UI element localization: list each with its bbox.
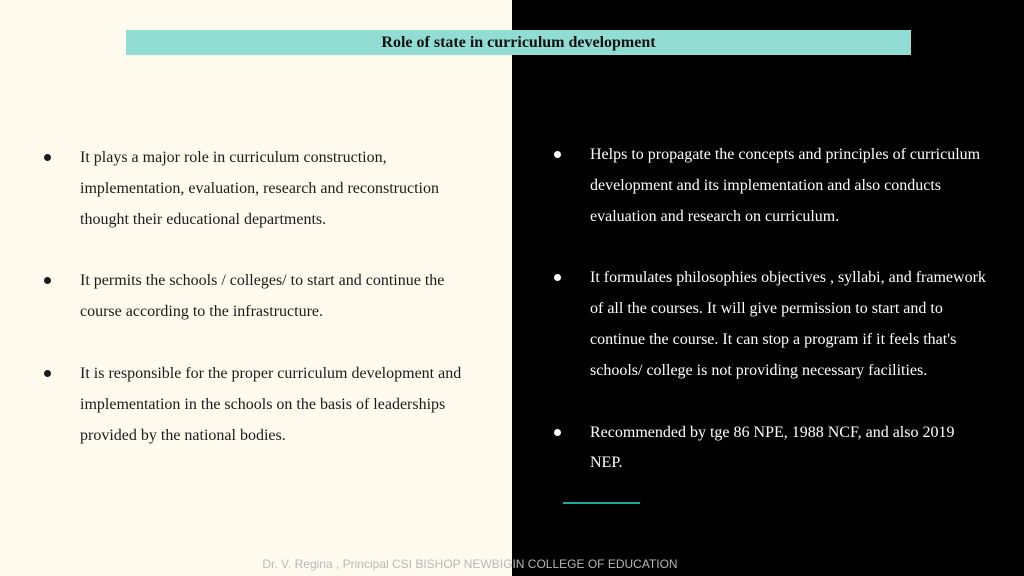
bullet-text: Recommended by tge 86 NPE, 1988 NCF, and also 2019 NEP. [590,423,955,472]
bullet-icon [44,154,51,161]
bullet-text: It is responsible for the proper curriculum development and implementation in the schools on the basis of leaderships provided by the national bodies. [80,364,462,444]
right-bullet-item [550,140,990,232]
bullet-icon [554,429,561,436]
left-bullet-list [40,143,480,482]
left-bullet-item [40,359,480,451]
bullet-text: It plays a major role in curriculum construction, implementation, evaluation, research and reconstruction thought their educational departments. [80,149,439,228]
bullet-icon [554,151,561,158]
bullet-text: It permits the schools / colleges/ to start and continue the course according to the infrastructure. [80,272,445,321]
bullet-text: Helps to propagate the concepts and principles of curriculum development and its implementation and also conducts evaluation and research on curriculum. [590,146,981,225]
right-bullet-item [550,263,990,386]
bullet-icon [554,274,561,281]
left-bullet-item [40,143,480,235]
accent-underline [563,502,640,504]
bullet-icon [44,370,51,377]
slide-title: Role of state in curriculum development [381,33,656,51]
footer-credit: Dr. V. Regina , Principal CSI BISHOP NEWBIGIN COLLEGE OF EDUCATION [262,557,678,571]
title-bar [126,30,911,55]
right-bullet-list [550,140,990,510]
bullet-icon [44,277,51,284]
right-bullet-item [550,418,990,480]
bullet-text: It formulates philosophies objectives , syllabi, and framework of all the courses. It will give permission to start and to continue the course. It can stop a program if it feels that's schools/ college is not providing necessary facilities. [590,269,986,379]
left-bullet-item [40,266,480,328]
